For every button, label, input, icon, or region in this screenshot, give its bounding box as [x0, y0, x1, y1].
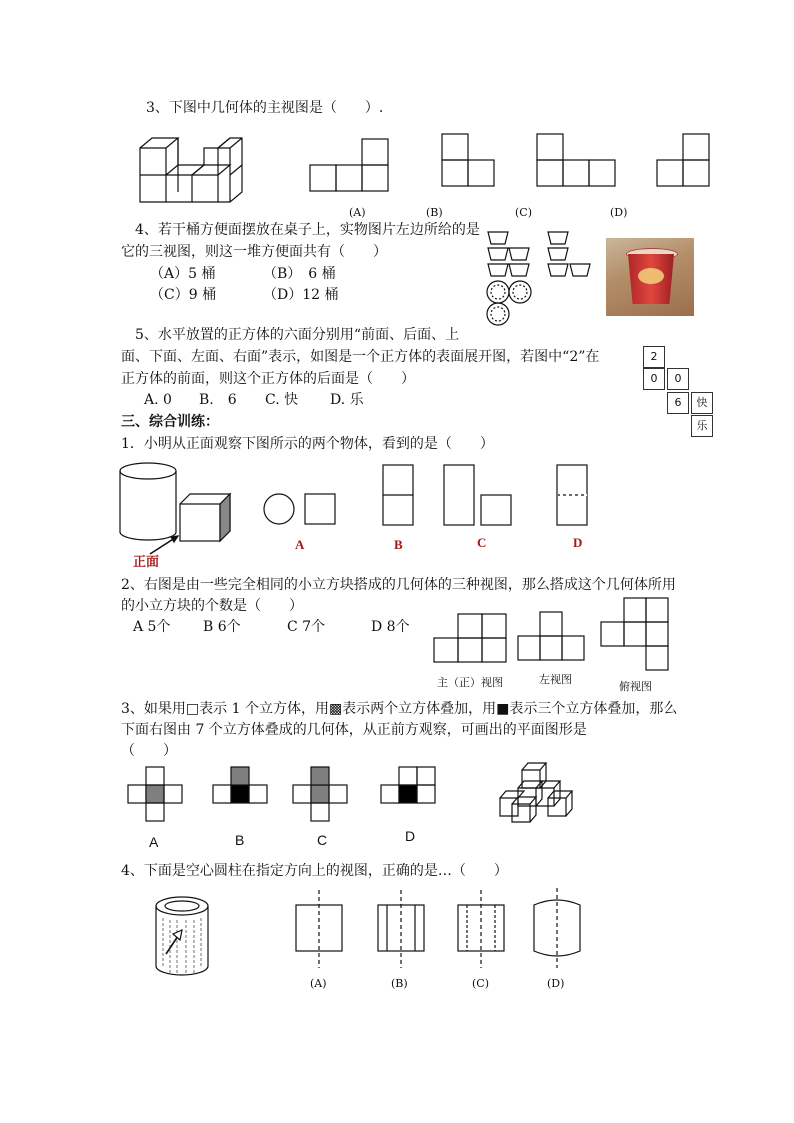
- q5a-option-a: A. 0: [144, 392, 172, 408]
- q4a-top-view: [487, 281, 531, 325]
- p3-option-d-figure: [381, 767, 435, 803]
- p4-hollow-cylinder: [156, 897, 208, 975]
- p3-option-c-figure: [293, 767, 347, 821]
- q3a-label-b: (B): [426, 206, 443, 219]
- q5a-option-d: D. 乐: [330, 392, 364, 408]
- p4-option-a-figure: [296, 890, 342, 968]
- q4a-question-line1: 4、若干桶方便面摆放在桌子上，实物图片左边所给的是: [135, 222, 480, 238]
- p3-label-d: D: [405, 828, 416, 844]
- q5a-question-line2: 面、下面、左面、右面”表示，如图是一个正方体的表面展开图，若图中“2”在: [121, 349, 600, 365]
- q4a-side-view: [548, 232, 590, 276]
- p4-option-c-figure: [458, 890, 504, 968]
- q4a-option-b: （B） 6 桶: [263, 266, 336, 282]
- q3a-option-d-figure: [657, 134, 709, 186]
- p2-question-line2: 的小立方块的个数是（ ）: [121, 598, 303, 614]
- p2-front-view-label: 主（正）视图: [437, 677, 503, 689]
- net-cell: 快: [691, 392, 713, 414]
- q4a-option-c: （C）9 桶: [150, 287, 217, 303]
- q3a-label-a: (A): [349, 206, 366, 219]
- q5a-option-b: B. 6: [199, 392, 237, 408]
- p2-option-b: B 6个: [203, 619, 241, 635]
- q4a-front-view: [488, 232, 529, 276]
- p2-option-d: D 8个: [371, 619, 410, 635]
- p1-question: 1．小明从正面观察下图所示的两个物体，看到的是（ ）: [121, 436, 494, 452]
- p1-label-d: D: [573, 535, 583, 550]
- p1-cube: [180, 494, 230, 541]
- q5a-question-line1: 5、水平放置的正方体的六面分别用“前面、后面、上: [135, 327, 460, 343]
- net-cell: 6: [667, 392, 689, 414]
- p3-question-line3: （ ）: [121, 743, 177, 759]
- q3a-option-c-figure: [537, 134, 615, 186]
- p3-label-a: A: [149, 834, 159, 850]
- p1-label-c: C: [477, 535, 487, 550]
- p4-option-d-figure: [534, 888, 580, 968]
- p3-label-b: B: [235, 832, 245, 848]
- net-cell: 2: [643, 346, 665, 368]
- p2-top-view-label: 俯视图: [619, 681, 652, 693]
- p4-question: 4、下面是空心圆柱在指定方向上的视图，正确的是…（ ）: [121, 863, 508, 879]
- p4-label-a: (A): [310, 977, 327, 990]
- p1-option-b-figure: [383, 465, 413, 525]
- p2-front-view: [434, 614, 506, 662]
- noodle-cup-photo: [606, 238, 694, 316]
- p3-solid-figure: [500, 763, 572, 822]
- q3a-option-b-figure: [442, 134, 494, 186]
- p2-option-a: A 5个: [133, 619, 171, 635]
- p2-side-view-label: 左视图: [539, 674, 572, 686]
- p4-label-d: (D): [547, 977, 565, 990]
- p3-question-line2: 下面右图由 7 个立方体叠成的几何体，从正前方观察，可画出的平面图形是: [121, 722, 587, 738]
- p2-question-line1: 2、右图是由一些完全相同的小立方块搭成的几何体的三种视图，那么搭成这个几何体所用: [121, 577, 676, 593]
- q5a-question-line3: 正方体的前面，则这个正方体的后面是（ ）: [121, 371, 415, 387]
- q3a-solid-figure: [140, 138, 242, 202]
- p3-label-c: C: [317, 832, 328, 848]
- p1-cylinder: [120, 463, 176, 540]
- net-cell: 乐: [691, 415, 713, 437]
- net-cell: 0: [667, 368, 689, 390]
- p4-label-b: (B): [391, 977, 408, 990]
- p3-option-a-figure: [128, 767, 182, 821]
- p1-label-b: B: [394, 537, 403, 552]
- p1-front-label: 正面: [133, 554, 160, 569]
- q3a-label-c: (C): [515, 206, 532, 219]
- section-title: 三、综合训练：: [121, 414, 219, 430]
- p2-side-view: [518, 612, 584, 660]
- q4a-option-d: （D）12 桶: [263, 287, 339, 303]
- net-cell: 0: [643, 368, 665, 390]
- p1-option-d-figure: [557, 465, 587, 525]
- q3a-option-a-figure: [310, 139, 388, 191]
- q5a-option-c: C. 快: [265, 392, 299, 408]
- q3a-label-d: (D): [610, 206, 628, 219]
- p2-top-view: [601, 598, 668, 670]
- p1-label-a: A: [295, 537, 305, 552]
- p1-option-c-figure: [444, 465, 511, 525]
- p3-question-line1: 3、如果用□表示 1 个立方体，用▩表示两个立方体叠加，用■表示三个立方体叠加，那么: [121, 701, 678, 717]
- q4a-question-line2: 它的三视图，则这一堆方便面共有（ ）: [121, 244, 387, 260]
- p1-option-a-figure: [264, 494, 335, 524]
- p3-option-b-figure: [213, 767, 267, 803]
- p4-option-b-figure: [378, 890, 424, 968]
- p4-label-c: (C): [472, 977, 489, 990]
- q3a-question: 3、下图中几何体的主视图是（ ）.: [146, 100, 384, 116]
- q4a-option-a: （A）5 桶: [150, 266, 216, 282]
- p2-option-c: C 7个: [287, 619, 326, 635]
